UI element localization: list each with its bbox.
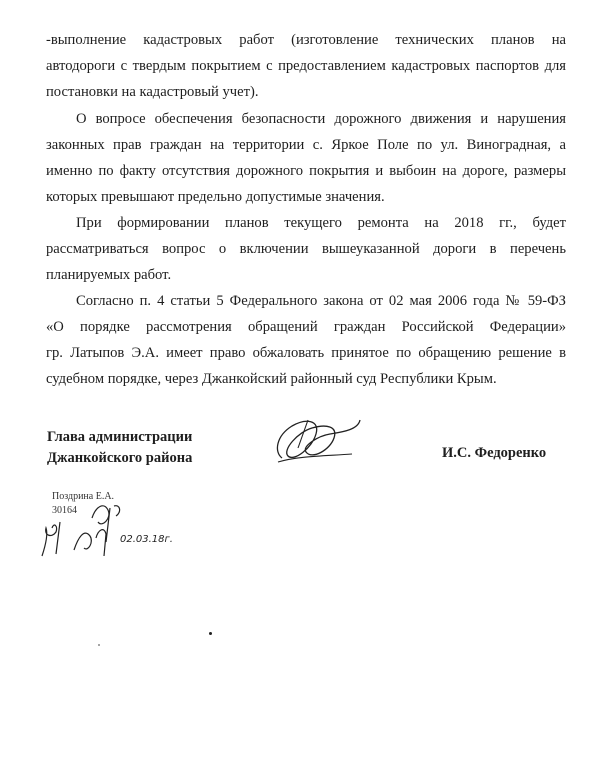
paragraph-line: При формировании планов текущего ремонта на 2018 гг., будет [76, 215, 566, 231]
paragraph-line: именно по факту отсутствия дорожного покрытия и выбоин на дороге, размеры [46, 163, 566, 179]
handwritten-approval-mark [34, 498, 174, 564]
signatory-name: И.С. Федоренко [442, 445, 547, 461]
handwritten-date: 02.03.18г. [120, 534, 173, 545]
paragraph-line: рассматриваться вопрос о включении вышеуказанной дороги в перечень [46, 241, 566, 257]
paragraph-line: которых превышают предельно допустимые значения. [46, 189, 385, 205]
paragraph-line: гр. Латыпов Э.А. имеет право обжаловать принятое по обращению решение в [46, 345, 566, 361]
paragraph-line: законных прав граждан на территории с. Яркое Поле по ул. Виноградная, а [46, 137, 566, 153]
paragraph-line: планируемых работ. [46, 267, 172, 283]
scan-speck [98, 644, 100, 646]
executor-name: Поздрина Е.А. [52, 491, 115, 502]
paragraph-line: автодороги с твердым покрытием с предоставлением кадастровых паспортов для [46, 58, 566, 74]
paragraph-line: постановки на кадастровый учет). [46, 84, 259, 100]
paragraph-line: судебном порядке, через Джанкойский районный суд Республики Крым. [46, 371, 497, 387]
paragraph-3 [46, 210, 566, 288]
executor-phone: 30164 [52, 505, 77, 516]
paragraph-line: О вопросе обеспечения безопасности дорожного движения и нарушения [76, 111, 566, 127]
scan-speck [209, 632, 212, 635]
handwritten-signature [268, 412, 368, 472]
paragraph-line: «О порядке рассмотрения обращений граждан Российской Федерации» [46, 319, 566, 335]
signatory-title-line1: Глава администрации [47, 429, 193, 445]
signatory-title-line2: Джанкойского района [47, 450, 193, 466]
paragraph-4 [46, 288, 566, 392]
paragraph-2 [46, 106, 566, 210]
paragraph-line: Согласно п. 4 статьи 5 Федерального закона от 02 мая 2006 года № 59-ФЗ [76, 293, 566, 309]
paragraph-1 [46, 27, 566, 105]
paragraph-line: -выполнение кадастровых работ (изготовление технических планов на [46, 32, 566, 48]
